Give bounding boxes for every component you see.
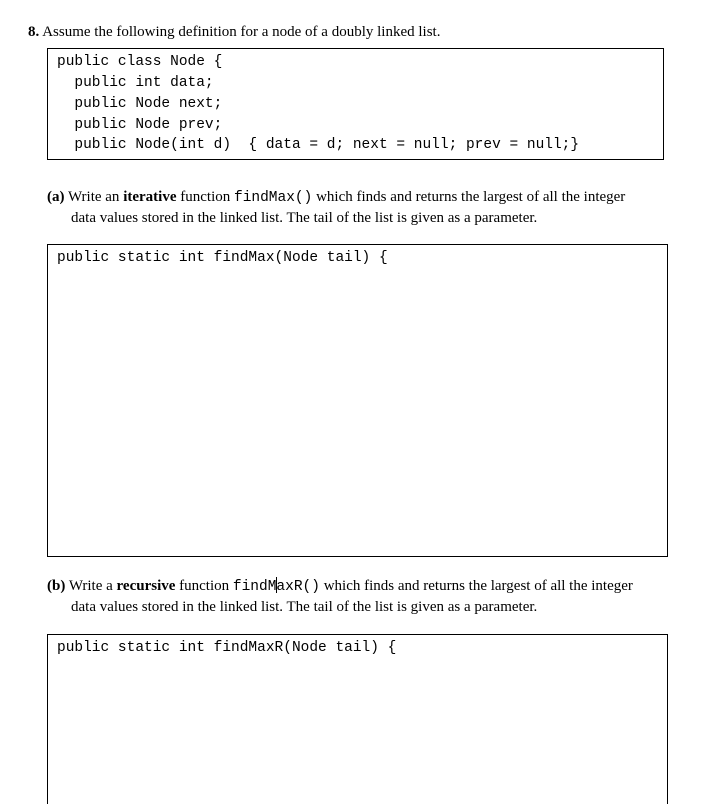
part-b-text-2: function — [179, 578, 230, 594]
part-b-text-3: which finds and returns the largest of all the integer — [323, 578, 633, 594]
part-a-line-1 — [47, 187, 677, 208]
part-a-bold-iterative: iterative — [123, 189, 177, 205]
part-b-line-2: data values stored in the linked list. The tail of the list is given as a parameter. — [71, 599, 538, 615]
part-b-function-name — [233, 579, 320, 595]
node-definition-box — [47, 48, 664, 160]
part-a-line-2: data values stored in the linked list. The tail of the list is given as a parameter. — [71, 210, 538, 226]
part-a-prompt — [47, 187, 677, 228]
code-line-3: public Node next; — [57, 96, 223, 112]
code-line-5: public Node(int d) { data = d; next = null; prev = null;} — [57, 137, 580, 153]
part-a-function-name: findMax() — [234, 190, 313, 206]
code-line-4: public Node prev; — [57, 117, 223, 133]
part-b-answer-box[interactable] — [47, 634, 668, 804]
part-a-answer-header: public static int findMax(Node tail) { — [57, 250, 388, 266]
part-b-function-name-start: findM — [232, 579, 277, 595]
code-line-1: public class Node { — [57, 54, 223, 70]
code-line-2: public int data; — [57, 75, 214, 91]
part-a-text-3: which finds and returns the largest of all the integer — [316, 189, 626, 205]
part-a-answer-box[interactable] — [47, 244, 668, 557]
part-b-function-name-end: axR() — [276, 579, 320, 595]
part-a-text-2: function — [180, 189, 231, 205]
question-heading — [28, 22, 440, 42]
question-text: Assume the following definition for a node of a doubly linked list. — [42, 24, 441, 40]
part-b-bold-recursive: recursive — [116, 578, 176, 594]
part-b-line-1 — [47, 576, 677, 597]
part-a-text-1: Write an — [67, 189, 120, 205]
part-b-label: (b) — [47, 578, 66, 594]
part-b-answer-header: public static int findMaxR(Node tail) { — [57, 640, 397, 656]
part-b-text-1: Write a — [68, 578, 113, 594]
question-number: 8. — [28, 24, 40, 40]
part-b-prompt — [47, 576, 677, 617]
part-a-label: (a) — [47, 189, 65, 205]
